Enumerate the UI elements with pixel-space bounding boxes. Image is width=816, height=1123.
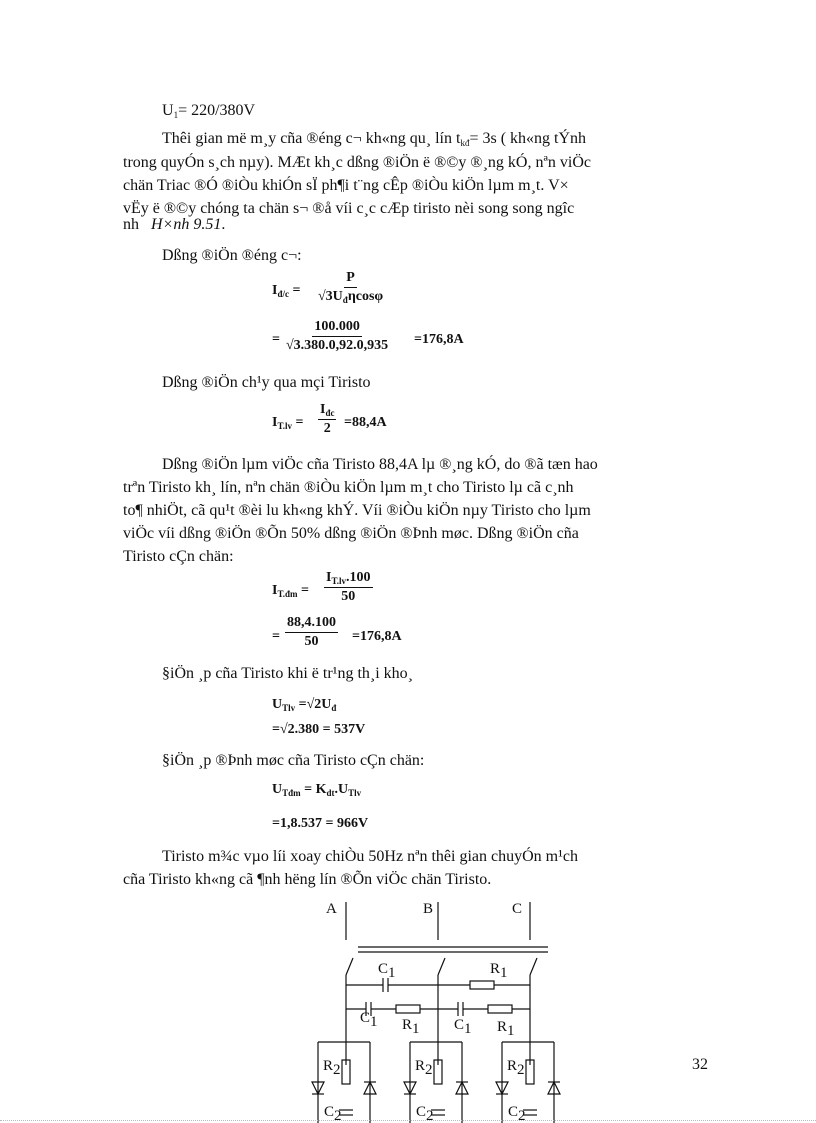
eq-rated-voltage: $U_{Tđm} = K_{dt}.U_{Tlv}$	[272, 782, 362, 798]
eq-rated-current-fraction: $\frac{I_{T.lv}.100}{50}$	[326, 570, 371, 604]
paragraph-2-line-3: to¶ nhiÖt, cã qu¹t ®èi lu kh«ng khÝ. Víi ®iÒu kiÖn nµy Tiristo cho lµm	[123, 502, 591, 519]
c1-right-label: C1	[454, 1017, 472, 1037]
r1-top-label: R1	[490, 961, 508, 981]
c2-c-label: C2	[508, 1104, 526, 1123]
c1-left-label: C1	[360, 1010, 378, 1030]
eq-rated-current-lhs: $I_{T.đm}$ =	[272, 583, 310, 599]
eq-rated-current-value-fraction: $\frac{88,4.100}{50}$	[287, 615, 336, 649]
r1-right-label: R1	[497, 1019, 515, 1039]
eq-motor-current-lhs: $I_{đ/c}$ =	[272, 283, 301, 299]
phase-c-label: C	[512, 901, 523, 917]
c2-a-label: C2	[324, 1104, 342, 1123]
eq-thyristor-current-fraction: $I_{đc}$ 2	[320, 402, 335, 436]
paragraph-1-line-1: Thêi gian më m¸y cña ®éng c¬ kh«ng qu¸ lín $t_{kđ}= 3s$ ( kh«ng tÝnh	[162, 130, 587, 148]
eq-motor-current-result: =176,8A	[414, 332, 464, 347]
r2-b-label: R2	[415, 1058, 433, 1078]
page-number: 32	[692, 1056, 708, 1073]
eq-thyristor-current-result: =88,4A	[344, 415, 387, 430]
eq-working-voltage: $U_{Tlv} =√2U_đ$	[272, 697, 337, 713]
paragraph-2-line-1: Dßng ®iÖn lµm viÖc cña Tiristo 88,4A lµ ®¸ng kÓ, do ®ã tæn hao	[162, 456, 598, 473]
paragraph-1-line-3: chän Triac ®Ó ®iÒu khiÓn sÏ ph¶i t¨ng cÊp ®iÒu kiÖn lµm m¸t. V×	[123, 177, 569, 194]
paragraph-3-line-2: cña Tiristo kh«ng cã ¶nh hëng lín ®Õn viÖc chän Tiristo.	[123, 871, 492, 888]
phase-b-label: B	[423, 901, 434, 917]
r2-c-label: R2	[507, 1058, 525, 1078]
c2-b-label: C2	[416, 1104, 434, 1123]
eq-rated-voltage-value: =1,8.537 = 966V	[272, 816, 369, 831]
paragraph-1-line-2: trong quyÓn s¸ch nµy). MÆt kh¸c dßng ®iÖn ë ®©y ®¸ng kÓ, nªn viÖc	[123, 154, 591, 171]
r2-a-label: R2	[323, 1058, 341, 1078]
rated-voltage-heading: §iÖn ¸p ®Þnh møc cña Tiristo cÇn chän:	[162, 752, 425, 769]
blocking-voltage-heading: §iÖn ¸p cña Tiristo khi ë tr¹ng th¸i kho¸	[162, 665, 414, 682]
eq-motor-current-fraction: P $√3U_đ\eta\cos\varphi$	[318, 270, 384, 305]
thyristor-current-heading: Dßng ®iÖn ch¹y qua mçi Tiristo	[162, 374, 371, 391]
paragraph-2-line-2: trªn Tiristo kh¸ lín, nªn chän ®iÒu kiÖn lµm m¸t cho Tiristo lµ cã c¸nh	[123, 479, 574, 496]
motor-current-heading: Dßng ®iÖn ®éng c¬:	[162, 247, 302, 264]
eq-rated-current-result: =176,8A	[352, 629, 402, 644]
page-bottom-divider	[0, 1120, 816, 1121]
paragraph-2-line-4: viÖc víi dßng ®iÖn ®Õn 50% dßng ®iÖn ®Þnh møc. Dßng ®iÖn cña	[123, 525, 579, 542]
c1-top-label: C1	[378, 961, 396, 981]
eq-motor-current-value-fraction: $\frac{100.000}{√3.380.0,92.0,935}$	[286, 319, 389, 353]
paragraph-1-line-4: vËy ë ®©y chóng ta chän s¬ ®å víi c¸c cÆp tiristo nèi song song ngîc	[123, 200, 575, 217]
r1-left-label: R1	[402, 1017, 420, 1037]
supply-voltage-line: $U_1= 220/380V$	[162, 102, 256, 120]
figure-reference: H×nh 9.51	[151, 216, 222, 233]
paragraph-1-line-5: nh H×nh 9.51.	[123, 216, 226, 233]
eq-thyristor-current-lhs: $I_{T.lv}$ =	[272, 415, 304, 431]
eq-working-voltage-value: =√2.380 = 537V	[272, 722, 366, 737]
eq-motor-current-value-eq: =	[272, 332, 280, 347]
paragraph-3-line-1: Tiristo m¾c vµo líi xoay chiÒu 50Hz nªn thêi gian chuyÓn m¹ch	[162, 848, 579, 865]
eq-rated-current-value-eq: =	[272, 629, 280, 644]
paragraph-2-line-5: Tiristo cÇn chän:	[123, 548, 234, 565]
phase-a-label: A	[326, 901, 337, 917]
